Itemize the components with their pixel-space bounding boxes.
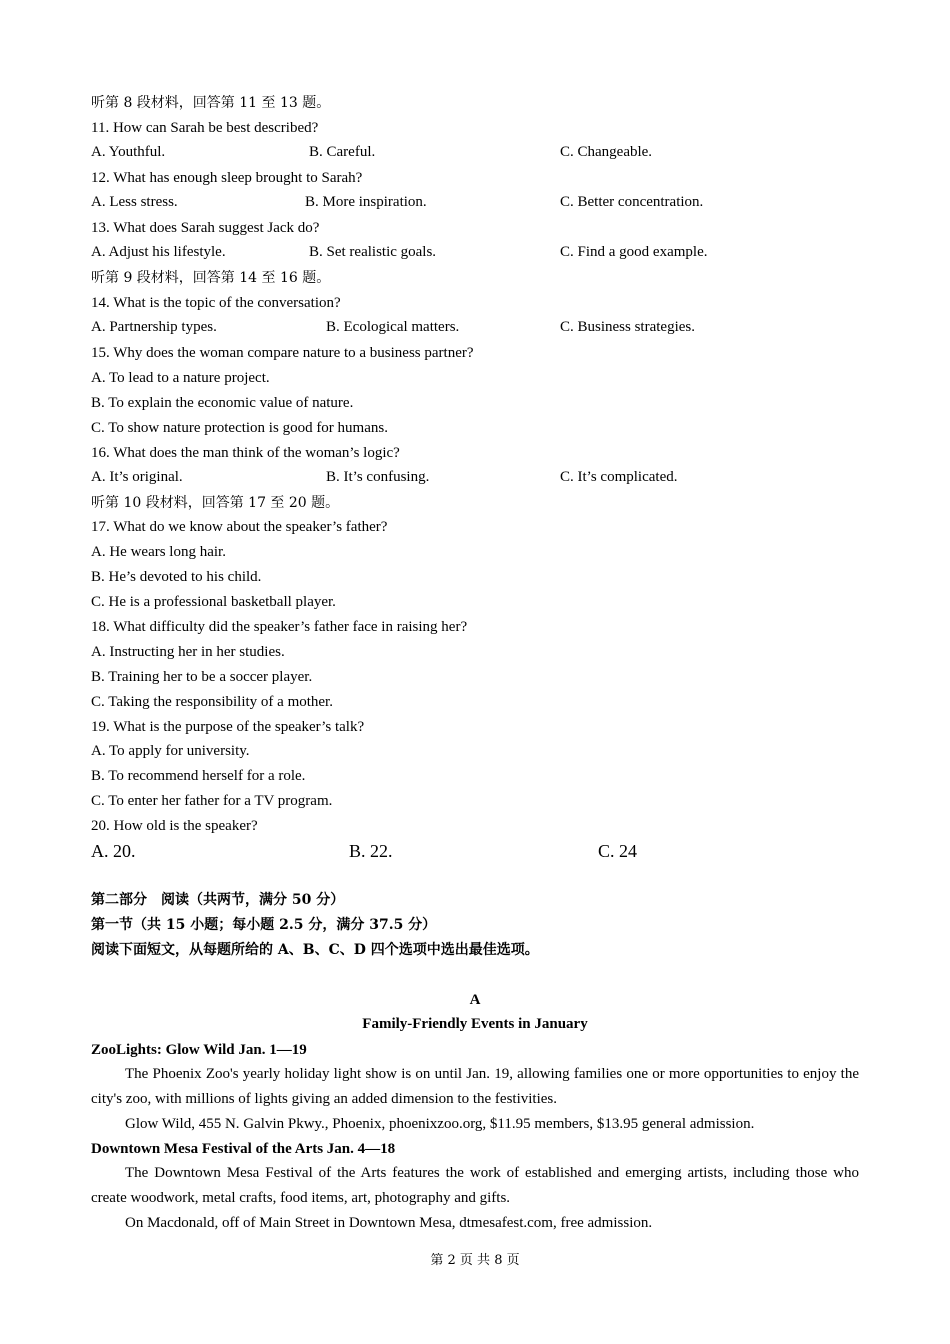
passage-letter: A	[469, 992, 481, 1008]
event-1-details: Glow Wild, 455 N. Galvin Pkwy., Phoenix, phoenixzoo.org, $11.95 members, $13.95 general admission.	[125, 1116, 755, 1132]
q17-option-b: B. He’s devoted to his child.	[91, 569, 262, 585]
q19-option-a: A. To apply for university.	[91, 743, 250, 759]
q16-stem: 16. What does the man think of the woman’s logic?	[91, 445, 400, 461]
q12-option-c: C. Better concentration.	[560, 194, 704, 210]
event-2-description: The Downtown Mesa Festival of the Arts features the work of established and emerging artists, including those who create woodwork, metal crafts, food items, art, photography and gifts.	[91, 1165, 859, 1206]
q17-stem: 17. What do we know about the speaker’s father?	[91, 519, 388, 535]
q18-stem: 18. What difficulty did the speaker’s father face in raising her?	[91, 619, 468, 635]
q16-option-b: B. It’s confusing.	[326, 469, 430, 485]
q18-option-b: B. Training her to be a soccer player.	[91, 669, 313, 685]
q13-option-b: B. Set realistic goals.	[309, 244, 437, 260]
q17-option-a: A. He wears long hair.	[91, 544, 226, 560]
q14-option-c: C. Business strategies.	[560, 319, 695, 335]
event-2-title: Downtown Mesa Festival of the Arts Jan. 4—18	[91, 1141, 396, 1157]
q18-option-c: C. Taking the responsibility of a mother.	[91, 694, 333, 710]
section-10-heading: 听第 10 段材料，回答第 17 至 20 题。	[91, 495, 340, 511]
q17-option-c: C. He is a professional basketball player.	[91, 594, 336, 610]
q14-option-b: B. Ecological matters.	[326, 319, 460, 335]
part2-instructions: 阅读下面短文，从每题所给的 A、B、C、D 四个选项中选出最佳选项。	[91, 942, 539, 958]
q13-option-c: C. Find a good example.	[560, 244, 708, 260]
event-2-details: On Macdonald, off of Main Street in Downtown Mesa, dtmesafest.com, free admission.	[125, 1215, 653, 1231]
part2-title: 第二部分 阅读（共两节，满分 50 分）	[91, 892, 345, 908]
q13-stem: 13. What does Sarah suggest Jack do?	[91, 220, 320, 236]
q15-option-a: A. To lead to a nature project.	[91, 370, 270, 386]
q18-option-a: A. Instructing her in her studies.	[91, 644, 285, 660]
q20-option-b: B. 22.	[349, 841, 393, 861]
passage-title: Family-Friendly Events in January	[362, 1016, 588, 1032]
q12-option-b: B. More inspiration.	[305, 194, 427, 210]
page-footer: 第 2 页 共 8 页	[430, 1253, 520, 1268]
q20-option-c: C. 24	[598, 841, 638, 861]
section-9-heading: 听第 9 段材料，回答第 14 至 16 题。	[91, 270, 331, 286]
q11-option-c: C. Changeable.	[560, 144, 653, 160]
q13-option-a: A. Adjust his lifestyle.	[91, 244, 226, 260]
q12-stem: 12. What has enough sleep brought to Sarah?	[91, 170, 363, 186]
q16-option-a: A. It’s original.	[91, 469, 183, 485]
q20-option-a: A. 20.	[91, 841, 136, 861]
q19-stem: 19. What is the purpose of the speaker’s talk?	[91, 719, 365, 735]
q14-option-a: A. Partnership types.	[91, 319, 217, 335]
q19-option-b: B. To recommend herself for a role.	[91, 768, 306, 784]
q14-stem: 14. What is the topic of the conversation?	[91, 295, 341, 311]
q12-option-a: A. Less stress.	[91, 194, 178, 210]
q20-stem: 20. How old is the speaker?	[91, 818, 258, 834]
event-1-description: The Phoenix Zoo's yearly holiday light show is on until Jan. 19, allowing families one or more opportunities to enjoy the city's zoo, with millions of lights giving an added dimension to the festivities.	[91, 1066, 859, 1107]
q11-option-b: B. Careful.	[309, 144, 376, 160]
q11-option-a: A. Youthful.	[91, 144, 166, 160]
q15-option-b: B. To explain the economic value of nature.	[91, 395, 354, 411]
event-1-title: ZooLights: Glow Wild Jan. 1—19	[91, 1042, 307, 1058]
q11-stem: 11. How can Sarah be best described?	[91, 120, 319, 136]
section-8-heading: 听第 8 段材料，回答第 11 至 13 题。	[91, 95, 331, 111]
q15-stem: 15. Why does the woman compare nature to a business partner?	[91, 345, 474, 361]
q16-option-c: C. It’s complicated.	[560, 469, 678, 485]
part2-subtitle: 第一节（共 15 小题；每小题 2.5 分，满分 37.5 分）	[91, 917, 437, 933]
q15-option-c: C. To show nature protection is good for humans.	[91, 420, 388, 436]
q19-option-c: C. To enter her father for a TV program.	[91, 793, 333, 809]
